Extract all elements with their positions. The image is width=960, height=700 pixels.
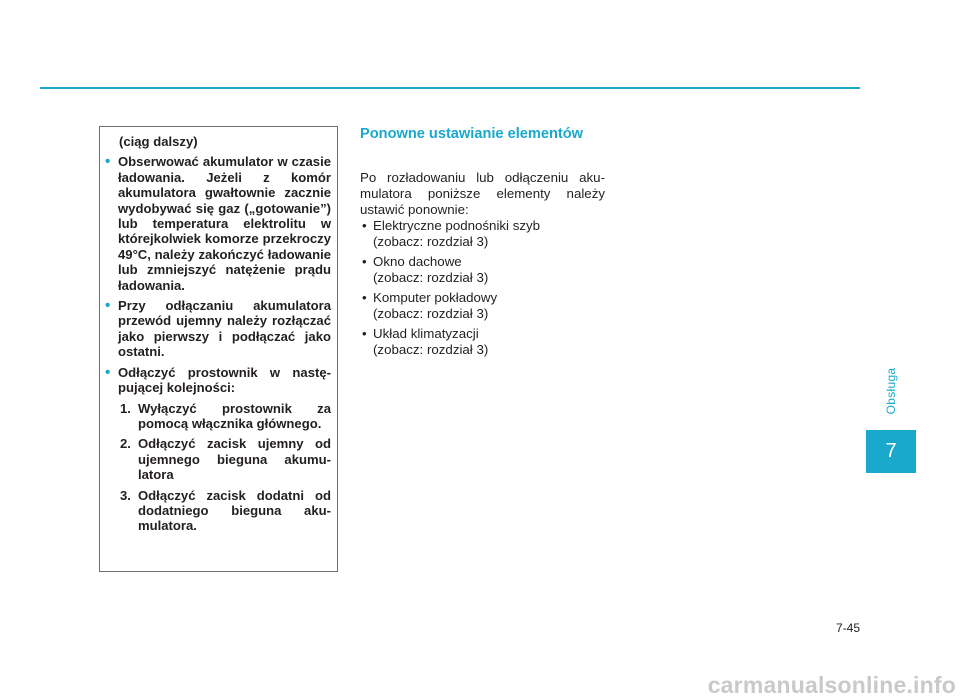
warning-step <box>118 488 331 534</box>
list-item-label: Okno dachowe <box>373 254 462 269</box>
bullet-icon: • <box>362 290 367 305</box>
continued-label: (ciąg dalszy) <box>119 134 198 149</box>
warning-item-text: Przy odłączaniu akumulatora przewód ujemny należy rozłączać jako pierwszy i podłączać jako ostatni. <box>118 298 331 360</box>
bullet-icon: • <box>362 326 367 341</box>
watermark: carmanualsonline.info <box>707 672 956 698</box>
section-title: Ponowne ustawianie elementów <box>360 126 584 142</box>
list-item <box>360 326 610 358</box>
warning-step <box>118 401 331 432</box>
step-number: 2. <box>120 436 131 452</box>
step-number: 3. <box>120 487 131 503</box>
step-text: Odłączyć zacisk dodatni od dodatniego bieguna akumulatora. <box>138 487 331 534</box>
bullet-icon: • <box>105 297 111 315</box>
warning-item <box>105 153 331 293</box>
list-item <box>360 290 610 322</box>
warning-item-text: Odłączyć prostownik w następującej kolejności: <box>118 364 331 396</box>
section-intro: Po rozładowaniu lub odłączeniu akumulatora poniższe elementy należy ustawić ponownie: <box>360 170 605 217</box>
warning-item <box>105 297 331 360</box>
list-item-reference: (zobacz: rozdział 3) <box>373 342 489 357</box>
list-item-label: Komputer pokładowy <box>373 290 498 305</box>
warning-step <box>118 436 331 482</box>
list-item-reference: (zobacz: rozdział 3) <box>373 270 489 285</box>
step-text: Wyłączyć prostownik za pomocą włącznika głównego. <box>138 400 331 431</box>
page-number: 7-45 <box>835 621 860 635</box>
reset-items-list <box>360 218 610 362</box>
list-item-label: Układ klimatyzacji <box>373 326 479 341</box>
list-item-reference: (zobacz: rozdział 3) <box>373 234 489 249</box>
list-item-label: Elektryczne podnośniki szyb <box>373 218 541 233</box>
list-item <box>360 254 610 286</box>
bullet-icon: • <box>105 153 111 171</box>
chapter-name: Obsługa <box>884 367 898 415</box>
top-divider <box>40 87 860 89</box>
list-item-reference: (zobacz: rozdział 3) <box>373 306 489 321</box>
bullet-icon: • <box>362 254 367 269</box>
warning-item-text: Obserwować akumulator w czasie ładowania. Jeżeli z komór akumulatora gwałtownie zacznie wydobywać się gaz („gotowanie”) lub temperatura elektrolitu w którejkolwiek komorze przekroczy 49°C, należy zakończyć ładowanie lub zmniejszyć natężenie prądu ładowania. <box>118 154 331 293</box>
bullet-icon: • <box>362 218 367 233</box>
bullet-icon: • <box>105 363 111 381</box>
warning-box <box>99 126 338 572</box>
warning-item <box>105 363 331 396</box>
chapter-tab-label <box>866 356 916 426</box>
list-item <box>360 218 610 250</box>
step-number: 1. <box>120 400 131 416</box>
chapter-number-tab: 7 <box>866 430 916 473</box>
step-text: Odłączyć zacisk ujemny od ujemnego bieguna akumulatora <box>138 436 331 483</box>
